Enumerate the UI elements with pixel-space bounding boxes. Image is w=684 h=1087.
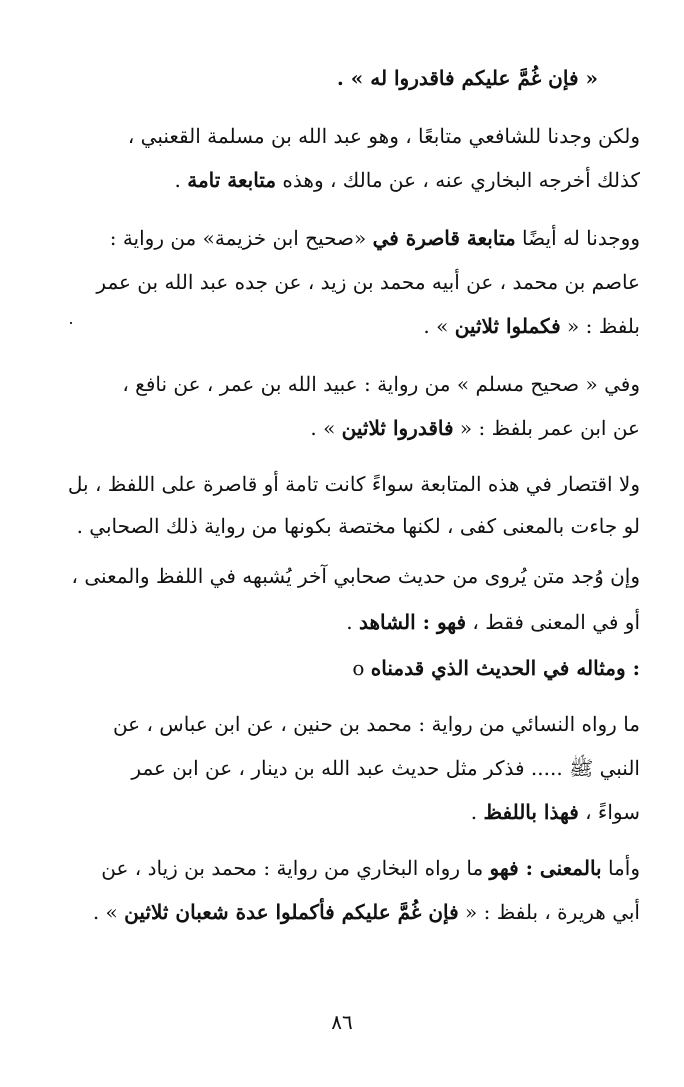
paragraph-line bbox=[40, 66, 598, 91]
paragraph-line bbox=[40, 756, 640, 781]
page-number: ٨٦ bbox=[331, 1010, 353, 1034]
paragraph-line bbox=[40, 610, 640, 635]
line-text: » . bbox=[310, 416, 342, 440]
paragraph-line bbox=[40, 856, 640, 881]
bold-term: فاقدروا ثلاثين bbox=[341, 416, 454, 440]
heading-text: ومثاله في الحديث الذي قدمناه : bbox=[370, 656, 640, 680]
line-text: كذلك أخرجه البخاري عنه ، عن مالك ، وهذه bbox=[276, 168, 640, 192]
line-text: » . bbox=[423, 314, 455, 338]
section-heading bbox=[40, 656, 640, 681]
line-text: عاصم بن محمد ، عن أبيه محمد بن زيد ، عن جده عبد الله بن عمر bbox=[96, 270, 640, 294]
bold-term: متابعة تامة bbox=[187, 168, 277, 192]
hadith-quote: فإن غُمَّ عليكم فأكملوا عدة شعبان ثلاثين bbox=[124, 900, 459, 924]
line-text: عن ابن عمر بلفظ : « bbox=[453, 416, 640, 440]
bold-term: بالمعنى : فهو bbox=[489, 856, 602, 880]
line-text: وفي « صحيح مسلم » من رواية : عبيد الله بن عمر ، عن نافع ، bbox=[122, 372, 640, 396]
paragraph-line bbox=[40, 124, 640, 149]
paragraph-line bbox=[40, 372, 640, 397]
line-text: وإن وُجد متن يُروى من حديث صحابي آخر يُشبهه في اللفظ والمعنى ، bbox=[71, 564, 640, 588]
line-text: ما رواه النسائي من رواية : محمد بن حنين ، عن ابن عباس ، عن bbox=[112, 712, 640, 736]
line-text: ولا اقتصار في هذه المتابعة سواءً كانت تامة أو قاصرة على اللفظ ، بل bbox=[67, 472, 640, 496]
line-text: ووجدنا له أيضًا bbox=[515, 226, 640, 250]
line-text: «صحيح ابن خزيمة» من رواية : bbox=[109, 226, 373, 250]
paragraph-line bbox=[40, 226, 640, 251]
paragraph-line bbox=[40, 472, 640, 497]
line-text: أبي هريرة ، بلفظ : « bbox=[458, 900, 640, 924]
paragraph-line bbox=[40, 900, 640, 925]
paragraph-line bbox=[40, 514, 640, 539]
line-text: ولكن وجدنا للشافعي متابعًا ، وهو عبد الله بن مسلمة القعنبي ، bbox=[127, 124, 640, 148]
bold-term: فهو : الشاهد bbox=[359, 610, 467, 634]
paragraph-line bbox=[40, 314, 640, 339]
hadith-quote: « فإن غُمَّ عليكم فاقدروا له » . bbox=[336, 66, 598, 90]
paragraph-line bbox=[40, 800, 640, 825]
line-text: . bbox=[470, 800, 484, 824]
line-text: أو في المعنى فقط ، bbox=[466, 610, 640, 634]
bold-term: فهذا باللفظ bbox=[483, 800, 579, 824]
stray-dot bbox=[70, 322, 72, 324]
line-text: » . bbox=[92, 900, 125, 924]
paragraph-line bbox=[40, 564, 640, 589]
bold-term: متابعة قاصرة في bbox=[372, 226, 516, 250]
line-text: بلفظ : « bbox=[560, 314, 640, 338]
line-text: . bbox=[346, 610, 360, 634]
line-text: لو جاءت بالمعنى كفى ، لكنها مختصة بكونها من رواية ذلك الصحابي . bbox=[76, 514, 640, 538]
bullet-icon: o bbox=[352, 656, 365, 680]
line-text: النبي ﷺ ..... فذكر مثل حديث عبد الله بن دينار ، عن ابن عمر bbox=[131, 756, 640, 780]
line-text: وأما bbox=[601, 856, 640, 880]
paragraph-line bbox=[40, 270, 640, 295]
line-text: سواءً ، bbox=[578, 800, 640, 824]
paragraph-line bbox=[40, 712, 640, 737]
paragraph-line bbox=[40, 168, 640, 193]
paragraph-line bbox=[40, 416, 640, 441]
bold-term: فكملوا ثلاثين bbox=[454, 314, 561, 338]
line-text: ما رواه البخاري من رواية : محمد بن زياد ، عن bbox=[101, 856, 490, 880]
line-text: . bbox=[174, 168, 188, 192]
